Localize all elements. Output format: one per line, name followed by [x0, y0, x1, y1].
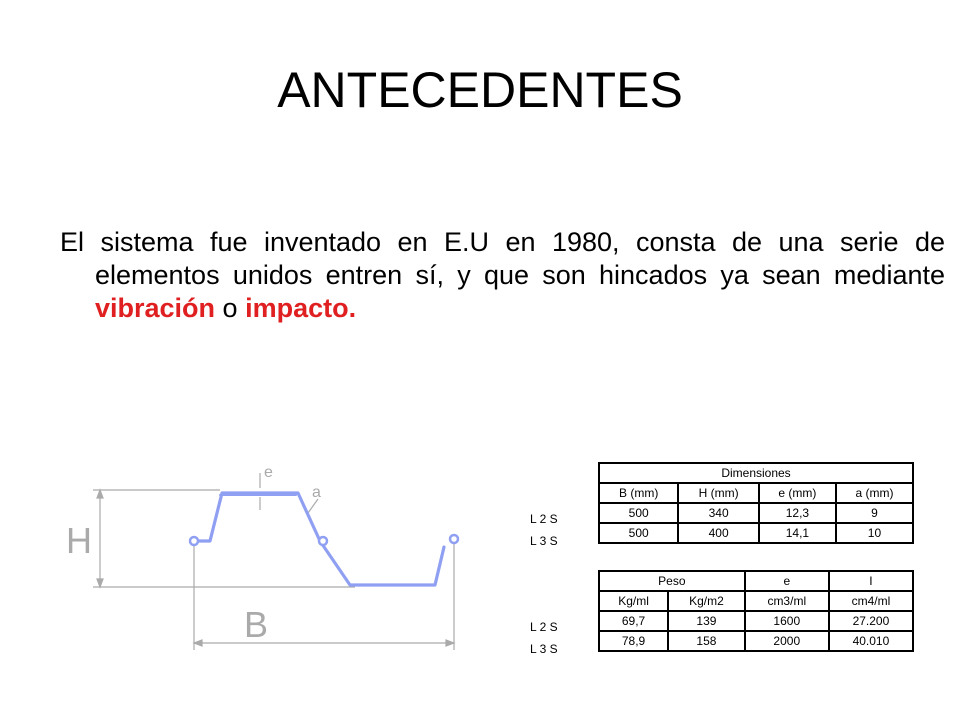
column-header: cm3/ml: [745, 591, 829, 611]
table-cell: 139: [668, 611, 745, 631]
intro-paragraph: [60, 226, 945, 325]
row-label: L 2 S: [530, 620, 558, 634]
b-label: B: [244, 604, 269, 645]
table-cell: 400: [678, 523, 759, 543]
table-row: [598, 611, 913, 631]
table-cell: 2000: [745, 631, 829, 651]
table-cell: 69,7: [599, 611, 668, 631]
table-cell: 10: [836, 523, 913, 543]
table-cell: 500: [599, 523, 678, 543]
table-group-header: I: [829, 571, 913, 591]
highlight-vibracion: vibración: [95, 293, 216, 323]
table-cell: 12,3: [759, 503, 836, 523]
column-header: Kg/m2: [668, 591, 745, 611]
table-row: [598, 523, 913, 543]
column-header: H (mm): [678, 483, 759, 503]
weight-table: [598, 570, 914, 652]
paragraph-text: El sistema fue inventado en E.U en 1980, consta de una serie de elementos unidos entren sí, y que son hincados ya sean mediante: [60, 227, 945, 290]
table-row: [598, 503, 913, 523]
column-header: Kg/ml: [599, 591, 668, 611]
interlock-left-icon: [190, 537, 198, 545]
column-header: a (mm): [836, 483, 913, 503]
table-cell: 78,9: [599, 631, 668, 651]
highlight-impacto: impacto.: [245, 293, 357, 323]
row-label: L 2 S: [530, 512, 558, 526]
column-header: e (mm): [759, 483, 836, 503]
table-cell: 27.200: [829, 611, 913, 631]
table-cell: 14,1: [759, 523, 836, 543]
table-group-header: Peso: [599, 571, 745, 591]
weight-row-labels: [530, 616, 586, 660]
sheet-pile-profile-diagram: [60, 455, 480, 665]
table-cell: 500: [599, 503, 678, 523]
table-cell: 340: [678, 503, 759, 523]
interlock-middle-icon: [319, 537, 327, 545]
table-row: [598, 631, 913, 651]
paragraph-text: o: [215, 293, 246, 323]
table-cell: 9: [836, 503, 913, 523]
table-cell: 1600: [745, 611, 829, 631]
a-leader-line: [308, 499, 318, 513]
e-label: e: [264, 464, 273, 481]
column-header: cm4/ml: [829, 591, 913, 611]
dimensions-row-labels: [530, 508, 586, 552]
h-label: H: [66, 520, 92, 561]
row-label: L 3 S: [530, 534, 558, 548]
h-arrow-top: [97, 490, 103, 498]
h-arrow-bottom: [97, 579, 103, 587]
table-cell: 40.010: [829, 631, 913, 651]
table-group-header: Dimensiones: [599, 463, 913, 483]
table-cell: 158: [668, 631, 745, 651]
a-label: a: [312, 484, 321, 501]
slide-title: ANTECEDENTES: [277, 62, 683, 118]
table-group-header: e: [745, 571, 829, 591]
row-label: L 3 S: [530, 642, 558, 656]
dimensions-table: [598, 462, 914, 544]
b-arrow-right: [446, 640, 454, 646]
column-header: B (mm): [599, 483, 678, 503]
interlock-right-icon: [450, 535, 458, 543]
b-arrow-left: [194, 640, 202, 646]
